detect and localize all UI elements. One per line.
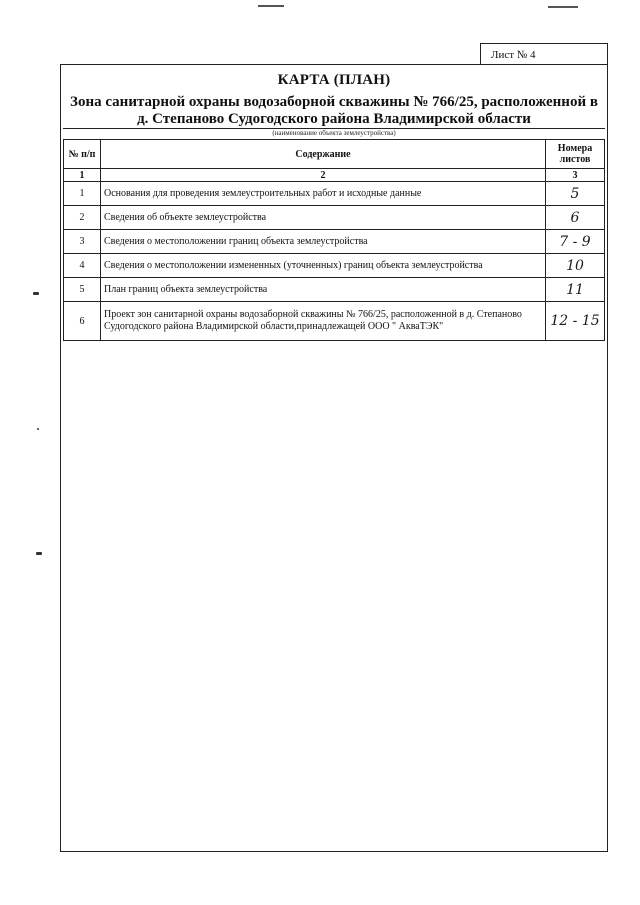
subtitle-line-1: Зона санитарной охраны водозаборной скважины № 766/25, расположенной в bbox=[70, 94, 598, 110]
header-num: № п/п bbox=[64, 140, 101, 169]
row-sheets: 5 bbox=[546, 182, 605, 206]
header-content: Содержание bbox=[101, 140, 546, 169]
row-text: Сведения об объекте землеустройства bbox=[101, 206, 546, 230]
title-block bbox=[61, 65, 607, 128]
table-row bbox=[64, 254, 605, 278]
row-num: 6 bbox=[64, 302, 101, 341]
row-sheets: 12 - 15 bbox=[546, 302, 605, 341]
header-sheets: Номера листов bbox=[546, 140, 605, 169]
row-num: 2 bbox=[64, 206, 101, 230]
table-row bbox=[64, 302, 605, 341]
subtitle-line-2: д. Степаново Судогодского района Владимирской области bbox=[137, 111, 531, 127]
document-subtitle bbox=[61, 94, 607, 128]
row-text: Сведения о местоположении измененных (уточненных) границ объекта землеустройства bbox=[101, 254, 546, 278]
row-num: 3 bbox=[64, 230, 101, 254]
row-text: Проект зон санитарной охраны водозаборной скважины № 766/25, расположенной в д. Степаново Судогодского района Владимирской области,принадлежащей ООО " АкваТЭК" bbox=[101, 302, 546, 341]
table-row bbox=[64, 206, 605, 230]
row-num: 4 bbox=[64, 254, 101, 278]
row-sheets: 7 - 9 bbox=[546, 230, 605, 254]
row-num: 1 bbox=[64, 182, 101, 206]
index-cell: 2 bbox=[101, 169, 546, 182]
row-sheets: 6 bbox=[546, 206, 605, 230]
margin-mark bbox=[36, 552, 42, 555]
table-row bbox=[64, 278, 605, 302]
sheet-number-box bbox=[480, 43, 608, 65]
row-text: План границ объекта землеустройства bbox=[101, 278, 546, 302]
row-text: Основания для проведения землеустроительных работ и исходные данные bbox=[101, 182, 546, 206]
sheet-number-label: Лист № 4 bbox=[491, 49, 536, 61]
row-sheets: 10 bbox=[546, 254, 605, 278]
document-frame bbox=[60, 64, 608, 852]
object-caption: (наименование объекта землеустройства) bbox=[272, 129, 396, 137]
row-text: Сведения о местоположении границ объекта землеустройства bbox=[101, 230, 546, 254]
margin-mark bbox=[37, 428, 39, 430]
scan-mark bbox=[548, 6, 578, 8]
scan-mark bbox=[258, 5, 284, 7]
contents-table bbox=[63, 139, 605, 341]
document-title: КАРТА (ПЛАН) bbox=[277, 72, 391, 88]
margin-mark bbox=[33, 292, 39, 295]
table-row bbox=[64, 230, 605, 254]
row-sheets: 11 bbox=[546, 278, 605, 302]
index-cell: 3 bbox=[546, 169, 605, 182]
table-index-row bbox=[64, 169, 605, 182]
table-header-row bbox=[64, 140, 605, 169]
row-num: 5 bbox=[64, 278, 101, 302]
table-row bbox=[64, 182, 605, 206]
index-cell: 1 bbox=[64, 169, 101, 182]
